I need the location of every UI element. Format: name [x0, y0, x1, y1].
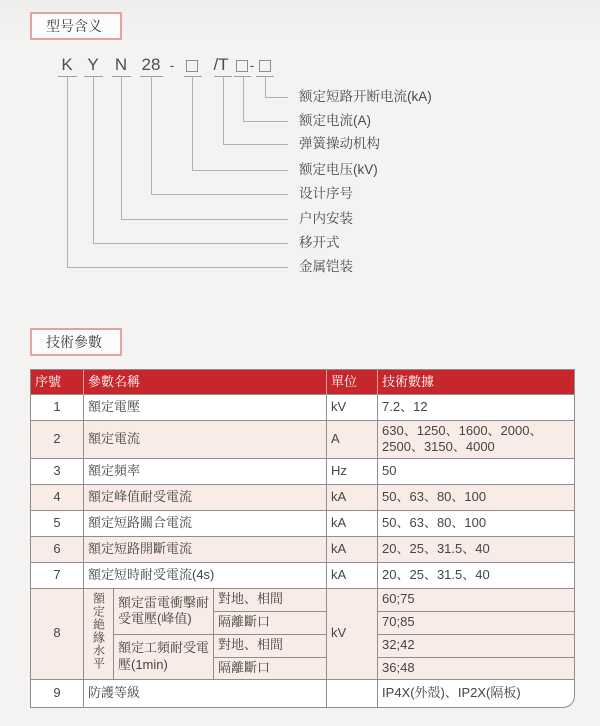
table-row	[31, 421, 575, 459]
model-placeholder-box	[186, 60, 198, 72]
seq-cell: 5	[31, 511, 84, 537]
condition-cell: 對地、相間	[214, 635, 327, 658]
unit-cell: A	[327, 421, 378, 459]
param-name-cell: 額定短時耐受電流(4s)	[84, 563, 327, 589]
header-unit: 單位	[327, 370, 378, 395]
value-cell: 7.2、12	[378, 395, 575, 421]
diagram-label: 金属铠装	[299, 259, 353, 274]
diagram-label: 移开式	[299, 235, 340, 250]
unit-cell: kA	[327, 537, 378, 563]
table-row	[31, 563, 575, 589]
insulation-group-cell	[84, 589, 114, 680]
model-part: Y	[87, 55, 99, 74]
value-cell: 630、1250、1600、2000、2500、3150、4000	[378, 421, 575, 459]
sub-param-cell: 額定工頻耐受電壓(1min)	[114, 635, 214, 680]
table-row	[31, 680, 575, 708]
section-title-params	[30, 328, 122, 356]
unit-cell: kA	[327, 485, 378, 511]
param-name-cell: 額定短路開斷電流	[84, 537, 327, 563]
seq-cell: 1	[31, 395, 84, 421]
condition-cell: 對地、相間	[214, 589, 327, 612]
diagram-label: 额定电流(A)	[299, 113, 371, 128]
model-part: 28	[141, 55, 161, 74]
seq-cell: 9	[31, 680, 84, 708]
param-name-cell: 防護等級	[84, 680, 327, 708]
condition-cell: 隔離斷口	[214, 612, 327, 635]
param-name-cell: 額定頻率	[84, 459, 327, 485]
diagram-label: 额定电压(kV)	[299, 162, 378, 177]
table-row	[31, 485, 575, 511]
diagram-label: 额定短路开断电流(kA)	[299, 89, 432, 104]
value-cell: 50、63、80、100	[378, 511, 575, 537]
diagram-label: 弹簧操动机构	[299, 136, 380, 151]
unit-cell	[327, 680, 378, 708]
seq-cell: 4	[31, 485, 84, 511]
value-cell: 50	[378, 459, 575, 485]
spec-table	[30, 369, 575, 708]
diagram-label: 设计序号	[299, 186, 353, 201]
value-cell: 20、25、31.5、40	[378, 563, 575, 589]
model-part: -	[249, 57, 255, 73]
table-header-row	[31, 370, 575, 395]
sub-param-cell: 額定雷電衝擊耐受電壓(峰值)	[114, 589, 214, 635]
param-name-cell: 額定電壓	[84, 395, 327, 421]
unit-cell: Hz	[327, 459, 378, 485]
param-name-cell: 額定短路關合電流	[84, 511, 327, 537]
model-part: -	[169, 57, 175, 73]
model-placeholder-box	[259, 60, 271, 72]
table-row	[31, 459, 575, 485]
table-row	[31, 511, 575, 537]
value-cell: 32;42	[378, 635, 575, 658]
seq-cell: 3	[31, 459, 84, 485]
diagram-label: 户内安装	[299, 211, 353, 226]
seq-cell: 2	[31, 421, 84, 459]
value-cell: 60;75	[378, 589, 575, 612]
header-seq: 序號	[31, 370, 84, 395]
seq-cell: 6	[31, 537, 84, 563]
header-data: 技術數據	[378, 370, 575, 395]
unit-cell: kA	[327, 563, 378, 589]
seq-cell: 7	[31, 563, 84, 589]
value-cell: IP4X(外殻)、IP2X(隔板)	[378, 680, 575, 708]
seq-cell: 8	[31, 589, 84, 680]
param-name-cell: 額定峰值耐受電流	[84, 485, 327, 511]
value-cell: 20、25、31.5、40	[378, 537, 575, 563]
condition-cell: 隔離斷口	[214, 658, 327, 680]
table-row-insulation	[31, 589, 575, 612]
param-name-cell: 額定電流	[84, 421, 327, 459]
unit-cell: kV	[327, 589, 378, 680]
value-cell: 36;48	[378, 658, 575, 680]
section-title-model	[30, 12, 122, 40]
table-row	[31, 537, 575, 563]
model-part: K	[61, 55, 73, 74]
header-name: 參數名稱	[84, 370, 327, 395]
section-title-params-label: 技術參數	[46, 334, 102, 350]
insulation-group-label: 額定絶緣水平	[91, 592, 106, 671]
value-cell: 50、63、80、100	[378, 485, 575, 511]
table-row	[31, 395, 575, 421]
unit-cell: kA	[327, 511, 378, 537]
model-placeholder-box	[236, 60, 248, 72]
model-part: /T	[213, 55, 229, 74]
section-title-model-label: 型号含义	[46, 18, 102, 34]
model-part: N	[114, 55, 128, 74]
value-cell: 70;85	[378, 612, 575, 635]
unit-cell: kV	[327, 395, 378, 421]
